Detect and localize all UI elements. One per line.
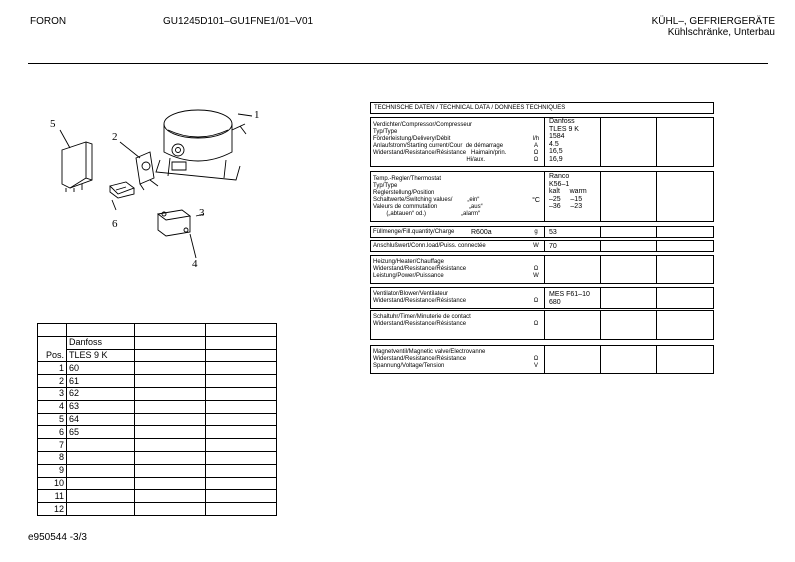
charge-value: 53 [549, 229, 557, 236]
fan-labels: Ventilator/Blower/Ventilateur Widerstand/Resistance/Résistance [373, 291, 467, 304]
compressor-labels: Verdichter/Compressor/Compresseur Typ/Type Förderleistung/Delivery/Débit Anlaufstrom/Starting current/Cour de démarrage Widerstand/Resistance/Résistance Haimain/prin. Hi/aux. [373, 122, 507, 163]
fan-values: MES F61–10 680 [549, 291, 590, 306]
brand-name: FORON [30, 16, 67, 27]
parts-header-row-2 [38, 336, 277, 349]
load-label: Anschlußwert/Conn.load/Puiss. connectée [373, 243, 486, 249]
load-unit: W [533, 243, 539, 249]
exploded-parts-diagram [40, 100, 280, 270]
row-part-number: 60 [67, 362, 135, 375]
table-row [38, 503, 277, 516]
thermostat-block [370, 171, 714, 222]
charge-unit: g [534, 229, 538, 235]
row-part-number [67, 477, 135, 490]
starter-housing-drawing [62, 142, 92, 192]
thermostat-unit: °C [532, 197, 540, 204]
charge-row [370, 226, 714, 238]
thermostat-labels: Temp.-Regler/Thermostat Typ/Type Reglerstellung/Position Schaltwerte/Switching values/ „ein“ Valeurs de commutation „aus“ („abtauen“ od.) „alarm“ [373, 176, 483, 217]
compressor-block [370, 117, 714, 167]
parts-header-row-3 [38, 349, 277, 362]
row-pos: 5 [38, 413, 67, 426]
row-pos: 7 [38, 439, 67, 452]
table-row [38, 451, 277, 464]
row-pos: 9 [38, 464, 67, 477]
brand-header: Danfoss [67, 336, 135, 349]
table-row [38, 362, 277, 375]
tech-title: TECHNISCHE DATEN / TECHNICAL DATA / DONNEES TECHNIQUES [374, 105, 566, 111]
load-value: 70 [549, 243, 557, 250]
parts-table [37, 323, 277, 516]
table-row [38, 400, 277, 413]
row-part-number [67, 490, 135, 503]
clip-drawing [110, 182, 134, 198]
parts-header-row-1 [38, 324, 277, 337]
row-pos: 3 [38, 387, 67, 400]
compressor-values: Danfoss TLES 9 K 1584 4.5 16,5 16,9 [549, 118, 579, 163]
row-pos: 11 [38, 490, 67, 503]
compressor-units: l/h A Ω Ω [532, 136, 540, 163]
category-title: KÜHL–, GEFRIERGERÄTE [651, 16, 775, 27]
heater-units: Ω W [533, 266, 539, 279]
table-row [38, 387, 277, 400]
timer-units: Ω [533, 321, 539, 327]
refrigerant-type: R600a [471, 229, 492, 236]
table-row [38, 439, 277, 452]
row-part-number [67, 439, 135, 452]
row-pos: 6 [38, 426, 67, 439]
row-part-number: 64 [67, 413, 135, 426]
fan-block [370, 287, 714, 309]
tech-title-box [370, 102, 714, 114]
table-row [38, 490, 277, 503]
pos-header: Pos. [38, 349, 67, 362]
table-row [38, 375, 277, 388]
row-part-number [67, 451, 135, 464]
thermostat-values: Ranco K56–1 kalt warm –25 –15 –36 –23 [549, 173, 587, 210]
table-row [38, 413, 277, 426]
row-part-number: 62 [67, 387, 135, 400]
load-row [370, 240, 714, 252]
callout-5: 5 [50, 118, 56, 130]
row-pos: 8 [38, 451, 67, 464]
callout-3: 3 [199, 207, 205, 219]
type-header: TLES 9 K [67, 349, 135, 362]
table-row [38, 464, 277, 477]
row-pos: 12 [38, 503, 67, 516]
model-number: GU1245D101–GU1FNE1/01–V01 [163, 16, 314, 27]
heater-block [370, 255, 714, 284]
valve-units: Ω V [533, 356, 539, 369]
callout-2: 2 [112, 131, 118, 143]
bracket-drawing [158, 210, 190, 236]
row-part-number [67, 503, 135, 516]
valve-labels: Magnetventil/Magnetic valve/Electrovanne Widerstand/Resistance/Résistance Spannung/Voltage/Tension [373, 349, 486, 369]
row-pos: 1 [38, 362, 67, 375]
row-pos: 10 [38, 477, 67, 490]
heater-labels: Heizung/Heater/Chauffage Widerstand/Resistance/Résistance Leistung/Power/Puissance [373, 259, 467, 279]
charge-label: Füllmenge/Fill.quantity/Charge [373, 229, 455, 235]
callout-4: 4 [192, 258, 198, 270]
row-part-number: 63 [67, 400, 135, 413]
page-code: e950544 -3/3 [28, 532, 87, 543]
table-row [38, 426, 277, 439]
row-part-number [67, 464, 135, 477]
row-pos: 4 [38, 400, 67, 413]
row-part-number: 61 [67, 375, 135, 388]
row-pos: 2 [38, 375, 67, 388]
header-rule [28, 63, 768, 64]
timer-labels: Schaltuhr/Timer/Minuterie de contact Widerstand/Resistance/Résistance [373, 314, 471, 327]
row-part-number: 65 [67, 426, 135, 439]
callout-1: 1 [254, 109, 260, 121]
callout-6: 6 [112, 218, 118, 230]
compressor-drawing [156, 110, 246, 180]
table-row [38, 477, 277, 490]
category-subtitle: Kühlschränke, Unterbau [667, 27, 775, 38]
fan-units: Ω [533, 298, 539, 304]
timer-block [370, 310, 714, 340]
valve-block [370, 345, 714, 374]
